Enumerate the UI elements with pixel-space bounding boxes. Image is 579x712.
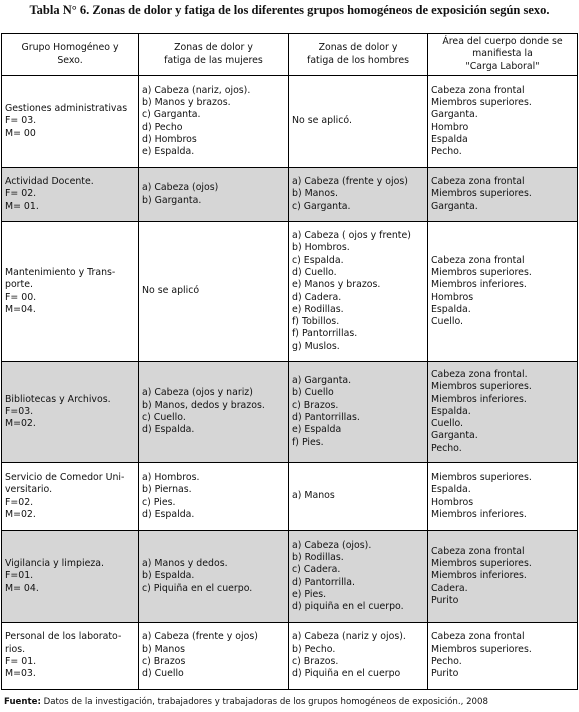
cell-women: No se aplicó (139, 222, 289, 362)
cell-group: Personal de los laborato- rios. F= 01. M=03. (2, 623, 139, 690)
header-group: Grupo Homogéneo y Sexo. (2, 34, 139, 76)
source-label: Fuente: (4, 697, 41, 707)
cell-area: Cabeza zona frontal Miembros superiores. Pecho. Purito (428, 623, 578, 690)
cell-area: Cabeza zona frontal Miembros superiores. Miembros inferiores. Cadera. Purito (428, 531, 578, 623)
cell-group: Bibliotecas y Archivos. F=03. M=02. (2, 362, 139, 463)
cell-area: Cabeza zona frontal Miembros superiores. Garganta. (428, 168, 578, 222)
cell-area: Cabeza zona frontal. Miembros superiores. Miembros inferiores. Espalda. Cuello. Garganta. Pecho. (428, 362, 578, 463)
cell-group: Mantenimiento y Trans- porte. F= 00. M=04. (2, 222, 139, 362)
table-row (2, 362, 578, 463)
cell-men: a) Manos (289, 463, 428, 531)
cell-area: Cabeza zona frontal Miembros superiores. Garganta. Hombro Espalda Pecho. (428, 76, 578, 168)
table-row (2, 531, 578, 623)
cell-men: a) Cabeza (frente y ojos) b) Manos. c) Garganta. (289, 168, 428, 222)
table-row (2, 222, 578, 362)
cell-area: Miembros superiores. Espalda. Hombros Miembros inferiores. (428, 463, 578, 531)
table-row (2, 463, 578, 531)
cell-group: Servicio de Comedor Uni- versitario. F=02. M=02. (2, 463, 139, 531)
header-area: Área del cuerpo donde se manifiesta la "Carga Laboral" (428, 34, 578, 76)
cell-men: a) Garganta. b) Cuello c) Brazos. d) Pantorrillas. e) Espalda f) Pies. (289, 362, 428, 463)
cell-group: Vigilancia y limpieza. F=01. M= 04. (2, 531, 139, 623)
cell-men: a) Cabeza (nariz y ojos). b) Pecho. c) Brazos. d) Piquiña en el cuerpo (289, 623, 428, 690)
cell-women: a) Cabeza (ojos y nariz) b) Manos, dedos y brazos. c) Cuello. d) Espalda. (139, 362, 289, 463)
cell-women: a) Hombros. b) Piernas. c) Pies. d) Espalda. (139, 463, 289, 531)
table-row (2, 76, 578, 168)
pain-zones-table (1, 33, 578, 690)
cell-group: Gestiones administrativas F= 03. M= 00 (2, 76, 139, 168)
cell-men: a) Cabeza ( ojos y frente) b) Hombros. c) Espalda. d) Cuello. e) Manos y brazos. d) Cadera. e) Rodillas. f) Tobillos. f) Pantorrillas. g) Muslos. (289, 222, 428, 362)
cell-area: Cabeza zona frontal Miembros superiores. Miembros inferiores. Hombros Espalda. Cuello. (428, 222, 578, 362)
header-women: Zonas de dolor y fatiga de las mujeres (139, 34, 289, 76)
cell-women: a) Manos y dedos. b) Espalda. c) Piquiña en el cuerpo. (139, 531, 289, 623)
table-title: Tabla N° 6. Zonas de dolor y fatiga de los diferentes grupos homogéneos de exposición según sexo. (29, 3, 550, 17)
table-row (2, 623, 578, 690)
cell-men: a) Cabeza (ojos). b) Rodillas. c) Cadera. d) Pantorrilla. e) Pies. d) piquiña en el cuerpo. (289, 531, 428, 623)
header-row (2, 34, 578, 76)
cell-women: a) Cabeza (nariz, ojos). b) Manos y brazos. c) Garganta. d) Pecho d) Hombros e) Espalda. (139, 76, 289, 168)
cell-group: Actividad Docente. F= 02. M= 01. (2, 168, 139, 222)
cell-women: a) Cabeza (frente y ojos) b) Manos c) Brazos d) Cuello (139, 623, 289, 690)
source-text: Datos de la investigación, trabajadores y trabajadoras de los grupos homogéneos de exposición., 2008 (40, 697, 488, 707)
table-row (2, 168, 578, 222)
cell-men: No se aplicó. (289, 76, 428, 168)
cell-women: a) Cabeza (ojos) b) Garganta. (139, 168, 289, 222)
source-note (4, 697, 488, 707)
header-men: Zonas de dolor y fatiga de los hombres (289, 34, 428, 76)
